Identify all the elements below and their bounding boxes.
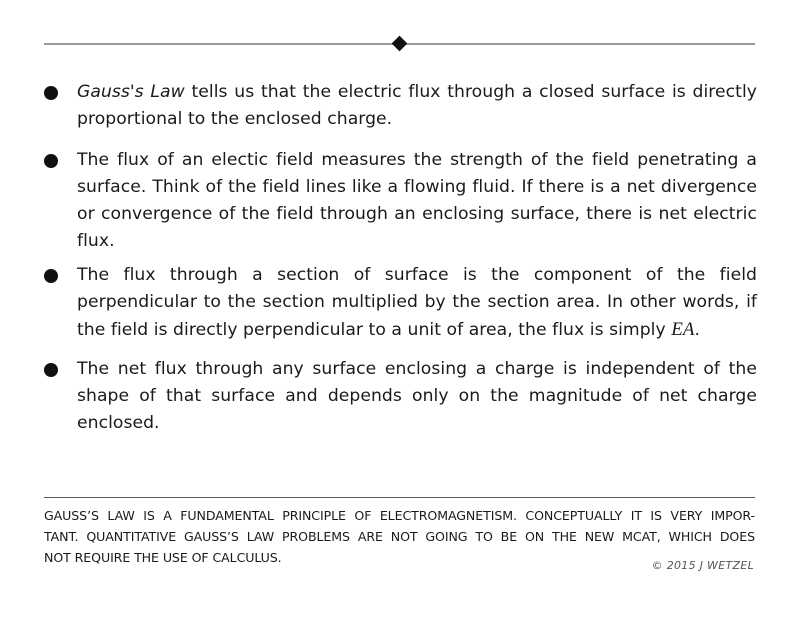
bullet-text: The flux of an electic field measures the strength of the field penetrating a surface. Think of the field lines like a flowing fluid. If there is a net divergence or convergence of the field through an enclosing surface, there is net electric flux. [77,150,757,251]
footer-note-line: NOT REQUIRE THE USE OF CALCULUS. [44,550,282,565]
bullet-body: The flux through a section of surface is the component of the field perpendicular to the section multiplied by the section area. In other words, if the field is directly perpendicular to a unit of area, the flux is simply [77,265,757,340]
diamond-ornament-icon [392,36,408,52]
term-gauss-law: Gauss's Law [77,82,185,102]
bullet-dot-icon [44,363,58,377]
footer-rule [44,497,755,498]
bullet-text: The net flux through any surface enclosing a charge is independent of the shape of that surface and depends only on the magnitude of net charge enclosed. [77,359,757,433]
bullet-text [77,262,757,344]
bullet-body: tells us that the electric flux through a closed surface is directly proportional to the enclosed charge. [77,82,757,129]
bullet-text [77,79,757,133]
bullet-dot-icon [44,86,58,100]
copyright: © 2015 J WETZEL [651,559,754,572]
footer-note-line: GAUSS’S LAW IS A FUNDAMENTAL PRINCIPLE OF ELECTROMAGNETISM. CONCEPTUALLY IT IS VERY IMPOR- [44,508,755,523]
bullet-dot-icon [44,269,58,283]
math-ea: EA [671,319,695,340]
bullet-dot-icon [44,154,58,168]
footer-note-line: TANT. QUANTITATIVE GAUSS’S LAW PROBLEMS ARE NOT GOING TO BE ON THE NEW MCAT, WHICH DOES [44,529,755,544]
bullet-body-end: . [694,320,701,340]
footer-note [44,505,755,568]
